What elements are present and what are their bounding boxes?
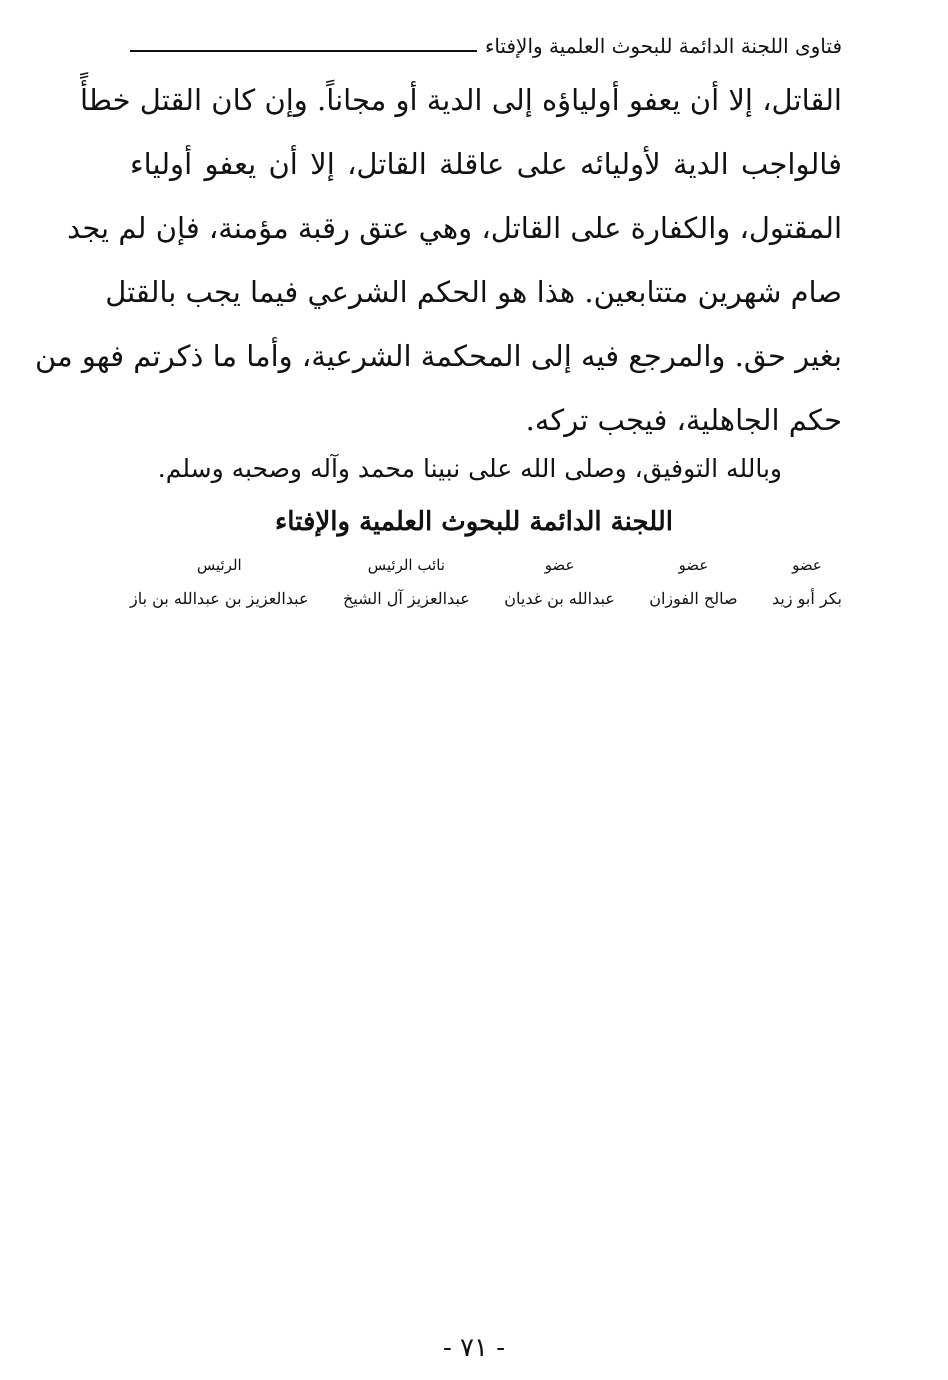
- signatory: [772, 548, 842, 616]
- closing-line: وبالله التوفيق، وصلى الله على نبينا محمد وآله وصحبه وسلم.: [157, 454, 782, 483]
- body-line: حكم الجاهلية، فيجب تركه.: [525, 403, 842, 437]
- signatory-role: الرئيس: [196, 556, 242, 574]
- signatory: [504, 548, 615, 616]
- signatory: [343, 548, 470, 616]
- body-line: بغير حق. والمرجع فيه إلى المحكمة الشرعية، وأما ما ذكرتم فهو من: [35, 339, 842, 373]
- signatory: [649, 548, 737, 616]
- signatory-name: عبدالعزيز بن عبدالله بن باز: [130, 589, 309, 608]
- fatwa-body: [35, 68, 842, 452]
- signatory-role: عضو: [544, 556, 575, 574]
- header-title: فتاوى اللجنة الدائمة للبحوث العلمية والإفتاء: [484, 34, 842, 58]
- header-rule: [130, 50, 477, 52]
- page-number: - ٧١ -: [442, 1333, 506, 1363]
- signatory-role: نائب الرئيس: [367, 556, 446, 574]
- signatory-name: صالح الفوزان: [649, 589, 738, 608]
- signatory-name: عبدالله بن غديان: [504, 589, 615, 608]
- running-header: [130, 26, 842, 60]
- body-line: فالواجب الدية لأوليائه على عاقلة القاتل، إلا أن يعفو أولياء: [130, 147, 842, 181]
- body-line: المقتول، والكفارة على القاتل، وهي عتق رقبة مؤمنة، فإن لم يجد: [67, 211, 842, 245]
- signatory-name: عبدالعزيز آل الشيخ: [342, 589, 470, 608]
- signatory-name: بكر أبو زيد: [771, 589, 842, 608]
- signatory: [130, 548, 309, 616]
- body-line: صام شهرين متتابعين. هذا هو الحكم الشرعي فيما يجب بالقتل: [105, 275, 842, 309]
- body-line: القاتل، إلا أن يعفو أولياؤه إلى الدية أو مجاناً. وإن كان القتل خطأً: [80, 83, 842, 117]
- signatories: [130, 548, 842, 616]
- signatory-role: عضو: [678, 556, 709, 574]
- committee-title: اللجنة الدائمة للبحوث العلمية والإفتاء: [275, 507, 673, 537]
- signatory-role: عضو: [792, 556, 822, 574]
